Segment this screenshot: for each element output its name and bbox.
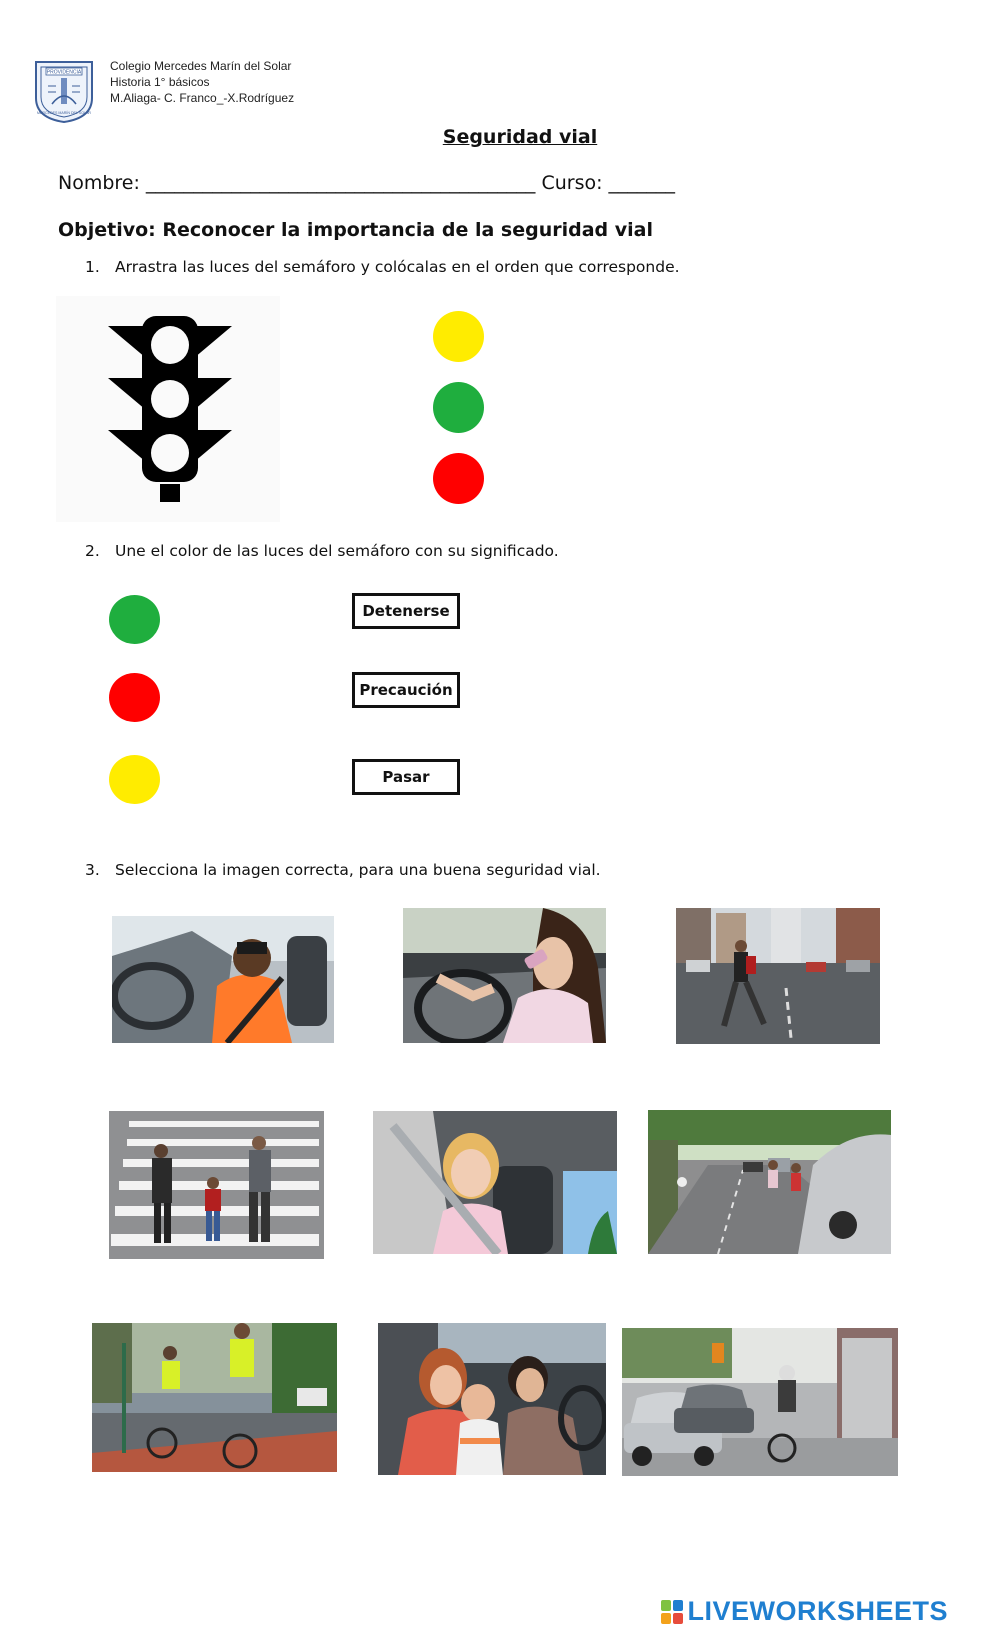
photo-man-crossing-street-in-traffic[interactable] [676,908,880,1044]
liveworksheets-brand [661,1596,948,1627]
meaning-box-detenerse[interactable] [352,593,460,629]
question-2-text: Une el color de las luces del semáforo con su significado. [115,542,559,560]
page-title: Seguridad vial [442,126,598,148]
liveworksheets-logo-icon [661,1600,683,1624]
match-yellow-light[interactable] [109,755,160,804]
question-3-number: 3. [85,861,100,879]
match-green-light[interactable] [109,595,160,644]
question-3-text: Selecciona la imagen correcta, para una buena seguridad vial. [115,861,601,879]
subject-line: Historia 1° básicos [110,75,210,89]
school-info [110,58,294,106]
meaning-box-pasar[interactable] [352,759,460,795]
photo-driver-talking-on-phone[interactable] [403,908,606,1043]
question-2 [85,542,559,560]
teachers-line: M.Aliaga- C. Franco_-X.Rodríguez [110,91,295,105]
question-2-number: 2. [85,542,100,560]
draggable-yellow-light[interactable] [433,311,484,362]
name-course-line: Nombre: _________________________________________ Curso: _______ [58,172,676,194]
meaning-label: Precaución [359,681,453,699]
photo-cyclist-between-cars[interactable] [622,1328,898,1476]
meaning-label: Detenerse [362,602,450,620]
draggable-red-light[interactable] [433,453,484,504]
photo-kids-running-in-street[interactable] [648,1110,891,1254]
traffic-light-icon [56,296,280,522]
question-3 [85,861,601,879]
school-name: Colegio Mercedes Marín del Solar [110,59,292,73]
brand-text: LIVEWORKSHEETS [687,1596,948,1626]
photo-cyclists-with-reflective-vests[interactable] [92,1323,337,1472]
meaning-box-precaucion[interactable] [352,672,460,708]
photo-child-on-lap-in-front-seat[interactable] [378,1323,606,1475]
question-1 [85,258,680,276]
objective: Objetivo: Reconocer la importancia de la seguridad vial [58,219,653,241]
question-1-text: Arrastra las luces del semáforo y colócalas en el orden que corresponde. [115,258,680,276]
photo-girl-wearing-seatbelt[interactable] [373,1111,617,1254]
question-1-number: 1. [85,258,100,276]
match-red-light[interactable] [109,673,160,722]
meaning-label: Pasar [382,768,430,786]
logo-bottom-text: MERCEDES MARÍN DEL SOLAR [37,111,91,115]
school-logo [32,58,96,124]
photo-driver-fastening-seatbelt[interactable] [112,916,334,1043]
draggable-green-light[interactable] [433,382,484,433]
photo-family-on-crosswalk[interactable] [109,1111,324,1259]
logo-top-text: PROVIDENCIA [46,69,82,76]
